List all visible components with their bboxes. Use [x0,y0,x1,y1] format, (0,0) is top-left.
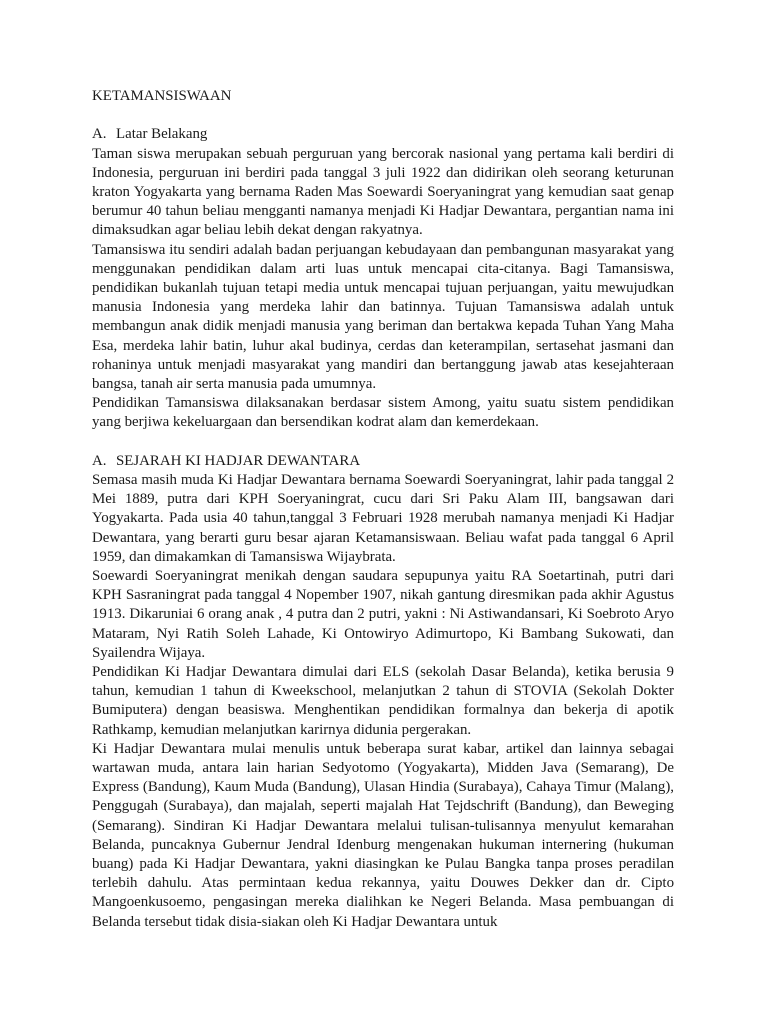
paragraph: Pendidikan Tamansiswa dilaksanakan berdasar sistem Among, yaitu suatu sistem pendidikan yang berjiwa kekeluargaan dan bersendikan kodrat alam dan kemerdekaan. [92,395,674,431]
paragraph: Tamansiswa itu sendiri adalah badan perjuangan kebudayaan dan pembangunan masyarakat yang menggunakan pendidikan dalam arti luas untuk mencapai cita-citanya. Bagi Tamansiswa, pendidikan bukanlah tujuan tetapi media untuk mencapai tujuan perjuangan, yaitu mewujudkan manusia Indonesia yang merdeka lahir dan batinnya. Tujuan Tamansiswa adalah untuk membangun anak didik menjadi manusia yang beriman dan bertakwa kepada Tuhan Yang Maha Esa, merdeka lahir batin, luhur akal budinya, cerdas dan keterampilan, sertasehat jasmani dan rohaninya untuk menjadi masyarakat yang mandiri dan bertanggung jawab atas kesejahteraan bangsa, tanah air serta manusia pada umumnya. [92,241,674,392]
paragraph: Soewardi Soeryaningrat menikah dengan saudara sepupunya yaitu RA Soetartinah, putri dari KPH Sasraningrat pada tanggal 4 Nopember 1907, nikah gantung diresmikan pada akhir Agustus 1913. Dikaruniai 6 orang anak , 4 putra dan 2 putri, yakni : Ni Astiwandansari, Ki Soebroto Aryo Mataram, Nyi Ratih Soleh Lahade, Ki Ontowiryo Adimurtopo, Ki Bambang Sukowati, dan Syailendra Wijaya. [92,568,674,661]
paragraph: Pendidikan Ki Hadjar Dewantara dimulai dari ELS (sekolah Dasar Belanda), ketika berusia 9 tahun, kemudian 1 tahun di Kweekschool, melanjutkan 2 tahun di STOVIA (Sekolah Dokter Bumiputera) dengan beasiswa. Menghentikan pendidikan formalnya dan bekerja di apotik Rathkamp, kemudian melanjutkan karirnya didunia pergerakan. [92,664,674,738]
paragraph: Ki Hadjar Dewantara mulai menulis untuk beberapa surat kabar, artikel dan lainnya sebagai wartawan muda, antara lain harian Sedyotomo (Yogyakarta), Midden Java (Semarang), De Express (Bandung), Kaum Muda (Bandung), Ulasan Hindia (Surabaya), Cahaya Timur (Malang), Penggugah (Surabaya), dan majalah, seperti majalah Hat Tejdschrift (Bandung), dan Beweging (Semarang). Sindiran Ki Hadjar Dewantara melalui tulisan-tulisannya menyulut kemarahan Belanda, puncaknya Gubernur Jendral Idenburg mengenakan hukuman internering (hukuman buang) pada Ki Hadjar Dewantara, yakni diasingkan ke Pulau Bangka tanpa proses peradilan terlebih dahulu. Atas permintaan kedua rekannya, yaitu Douwes Dekker dan dr. Cipto Mangoenkusoemo, pengasingan mereka dialihkan ke Negeri Belanda. Masa pembuangan di Belanda tersebut tidak disia-siakan oleh Ki Hadjar Dewantara untuk [92,740,674,930]
section-heading [92,125,674,144]
paragraph: Semasa masih muda Ki Hadjar Dewantara bernama Soewardi Soeryaningrat, lahir pada tanggal 2 Mei 1889, putra dari KPH Soeryaningrat, cucu dari Sri Paku Alam III, bangsawan dari Yogyakarta. Pada usia 40 tahun,tanggal 3 Februari 1928 merubah namanya menjadi Ki Hadjar Dewantara, yang berarti guru besar ajaran Ketamansiswaan. Beliau wafat pada tanggal 6 April 1959, dan dimakamkan di Tamansiswa Wijaybrata. [92,471,674,565]
spacer [92,106,674,125]
section-latar-belakang [92,125,674,432]
section-sejarah [92,452,674,932]
section-marker: A. [92,452,107,469]
section-heading-text: Latar Belakang [116,126,208,143]
section-marker: A. [92,126,107,143]
document-page [92,87,674,932]
section-heading-text: SEJARAH KI HADJAR DEWANTARA [116,452,361,469]
spacer [92,433,674,452]
document-title: KETAMANSISWAAN [92,88,232,104]
paragraph: Taman siswa merupakan sebuah perguruan yang bercorak nasional yang pertama kali berdiri di Indonesia, perguruan ini berdiri pada tanggal 3 juli 1922 dan didirikan oleh seorang keturunan kraton Yogyakarta yang bernama Raden Mas Soewardi Soeryaningrat yang kemudian saat genap berumur 40 tahun beliau mengganti namanya menjadi Ki Hadjar Dewantara, pergantian nama ini dimaksudkan agar beliau lebih dekat dengan rakyatnya. [92,145,674,239]
section-heading [92,452,674,471]
